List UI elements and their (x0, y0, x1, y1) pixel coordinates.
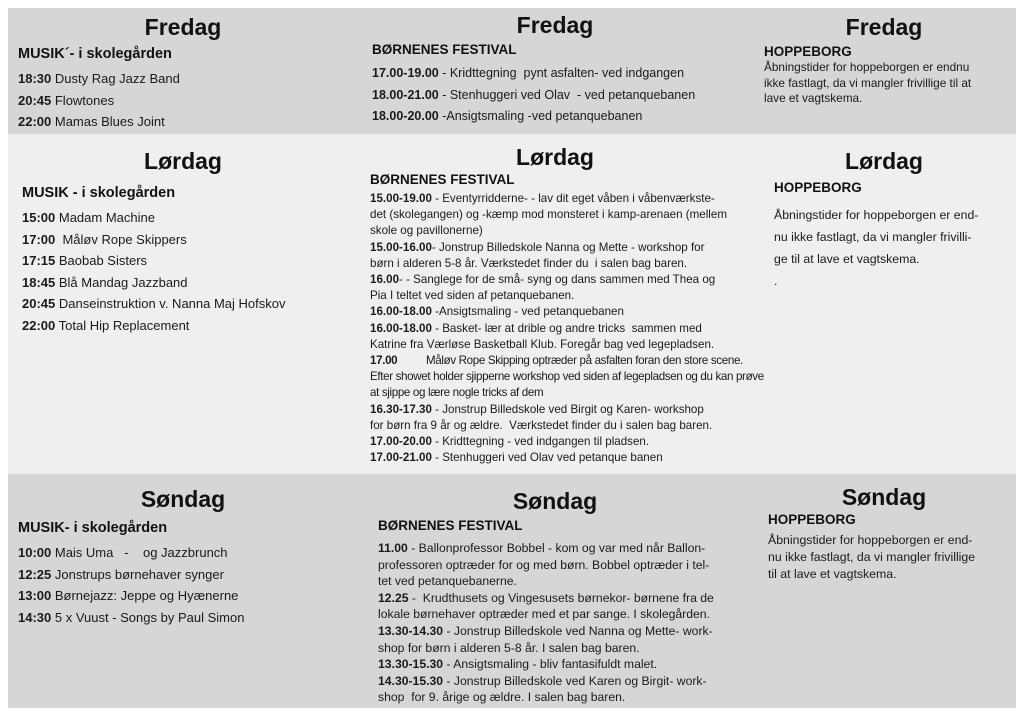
schedule-text: Måløv Rope Skipping optræder på asfalten foran den store scene. (397, 354, 743, 368)
program-page (8, 8, 1016, 708)
schedule-time: 17.00-21.00 (370, 451, 432, 465)
schedule-line (22, 207, 286, 229)
saturday-music-column (18, 134, 348, 474)
schedule-line (378, 689, 714, 706)
schedule-line (372, 63, 695, 85)
section-heading: BØRNENES FESTIVAL (370, 172, 515, 187)
schedule-line (18, 542, 244, 564)
sunday-band (8, 474, 1016, 708)
schedule-time: 12:25 (18, 566, 52, 582)
schedule-text: Madam Machine (55, 210, 155, 225)
info-line: ge til at lave et vagtskema. (774, 252, 920, 266)
day-title: Lørdag (516, 144, 594, 170)
schedule-text: - Stenhuggeri ved Olav ved petanque banen (431, 451, 663, 465)
schedule-text: - Stenhuggeri ved Olav - ved petanquebanen (438, 87, 696, 102)
schedule-text: børn i alderen 5-8 år. Værkstedet finder du i salen bag baren. (370, 256, 688, 270)
info-text (768, 532, 975, 582)
schedule-text: Katrine fra Værløse Basketball Klub. Foregår bag ved legepladsen. (370, 337, 715, 351)
schedule-text: - Kridttegning - ved indgangen til pladsen. (431, 435, 650, 449)
schedule-text: Flowtones (51, 92, 115, 108)
schedule-line (370, 369, 764, 385)
schedule-text: - Basket- lær at drible og andre tricks sammen med (431, 321, 702, 335)
schedule-list (22, 207, 286, 336)
schedule-line (378, 540, 714, 557)
info-line: ikke fastlagt, da vi mangler frivillige til at (764, 75, 972, 90)
section-heading: MUSIK - i skolegården (22, 185, 176, 201)
schedule-time: 16.00-18.00 (370, 305, 432, 319)
schedule-time: 20:45 (18, 92, 52, 108)
schedule-text: skole og pavillonerne) (370, 224, 483, 238)
schedule-line (370, 223, 764, 239)
schedule-line (370, 434, 764, 450)
schedule-line (378, 673, 714, 690)
schedule-text: Jonstrups børnehaver synger (51, 566, 224, 582)
schedule-time: 14:30 (18, 609, 52, 625)
section-heading: HOPPEBORG (774, 180, 862, 195)
schedule-text: professoren optræder for og med børn. Bobbel optræder i tel- (378, 557, 710, 572)
schedule-line (370, 256, 764, 272)
schedule-time: 13:00 (18, 588, 52, 603)
section-heading: BØRNENES FESTIVAL (378, 518, 523, 533)
saturday-hoppeborg-column (760, 134, 1008, 474)
schedule-text: 5 x Vuust - Songs by Paul Simon (51, 609, 245, 625)
schedule-time: 22:00 (22, 317, 56, 333)
schedule-time: 20:45 (22, 296, 56, 311)
schedule-text: Danseinstruktion v. Nanna Maj Hofskov (55, 296, 286, 311)
schedule-time: 18.00-20.00 (372, 109, 439, 123)
schedule-time: 17.00-20.00 (370, 435, 432, 449)
schedule-time: 18:30 (18, 71, 52, 86)
day-title: Fredag (144, 14, 222, 40)
schedule-text: Baobab Sisters (55, 253, 148, 268)
schedule-time: 16.30-17.30 (370, 402, 432, 416)
info-line: nu ikke fastlagt, da vi mangler frivilli- (774, 230, 972, 244)
schedule-text: - Jonstrup Billedskole ved Nanna og Mette- work- (443, 623, 713, 638)
schedule-time: 12.25 (378, 590, 409, 605)
schedule-text: Mamas Blues Joint (51, 114, 165, 129)
schedule-text: - Jonstrup Billedskole ved Birgit og Karen- workshop (431, 402, 704, 416)
sunday-kids-column (364, 474, 746, 708)
schedule-text: - Krudthusets og Vingesusets børnekor- børnene fra de (408, 590, 714, 605)
schedule-line (378, 590, 714, 607)
schedule-text: - Jonstrup Billedskole ved Karen og Birgit- work- (443, 673, 707, 688)
friday-band (8, 8, 1016, 134)
schedule-text: Mais Uma - og Jazzbrunch (51, 545, 228, 560)
sunday-hoppeborg-column (760, 474, 1008, 708)
schedule-line (370, 385, 764, 401)
day-title: Fredag (516, 12, 594, 38)
schedule-text: Blå Mandag Jazzband (55, 274, 188, 290)
schedule-text: Pia I teltet ved siden af petanquebanen. (370, 289, 575, 303)
schedule-line (370, 337, 764, 353)
schedule-time: 16.00-18.00 (370, 321, 432, 335)
schedule-time: 15.00-16.00 (370, 240, 432, 254)
schedule-time: 17:00 (22, 231, 56, 247)
info-line: Åbningstider for hoppeborgen er end- (774, 208, 979, 222)
info-line: Åbningstider for hoppeborgen er endnu (764, 60, 970, 74)
schedule-text: det (skolegangen) og -kæmp mod monsteret i kamp-arenaen (mellem (370, 208, 727, 222)
day-title: Søndag (841, 484, 927, 510)
schedule-text: - Jonstrup Billedskole Nanna og Mette - workshop for (431, 240, 705, 254)
schedule-line (370, 272, 764, 288)
schedule-line (370, 450, 764, 466)
schedule-line (370, 304, 764, 320)
schedule-text: - Kridttegning pynt asfalten- ved indgangen (438, 66, 685, 80)
day-title: Søndag (512, 488, 598, 514)
schedule-text: - Eventyrridderne- - lav dit eget våben i våbenværkste- (431, 192, 715, 205)
schedule-time: 18.00-21.00 (372, 87, 439, 102)
day-title: Lørdag (845, 148, 923, 174)
saturday-kids-column (364, 134, 764, 474)
schedule-time: 16.00 (370, 273, 400, 287)
schedule-text: -Ansigtsmaling -ved petanquebanen (438, 109, 643, 123)
schedule-line (378, 640, 714, 657)
schedule-list (372, 63, 695, 128)
schedule-list (370, 191, 764, 466)
section-heading: HOPPEBORG (768, 512, 856, 527)
section-heading: MUSIK- i skolegården (18, 520, 168, 536)
info-line: . (774, 274, 778, 288)
schedule-text: Total Hip Replacement (55, 317, 190, 333)
schedule-line (372, 106, 695, 128)
schedule-line (370, 402, 764, 418)
section-heading: BØRNENES FESTIVAL (372, 42, 517, 57)
schedule-time: 17:15 (22, 253, 56, 268)
schedule-line (370, 288, 764, 304)
schedule-line (22, 229, 286, 251)
schedule-text: Måløv Rope Skippers (55, 231, 187, 247)
schedule-line (378, 573, 714, 590)
day-title: Fredag (845, 14, 923, 40)
schedule-line (18, 68, 180, 90)
schedule-text: Efter showet holder sjipperne workshop ved siden af legepladsen og du kan prøve (370, 370, 764, 384)
section-heading: HOPPEBORG (764, 44, 852, 59)
schedule-text: -Ansigtsmaling - ved petanquebanen (431, 305, 624, 319)
schedule-line (370, 191, 764, 207)
schedule-line (370, 321, 764, 337)
info-line: lave et vagtskema. (764, 91, 863, 105)
schedule-text: shop for børn i alderen 5-8 år. I salen bag baren. (378, 640, 640, 655)
schedule-line (378, 557, 714, 574)
schedule-text: Børnejazz: Jeppe og Hyænerne (51, 588, 239, 603)
schedule-line (372, 85, 695, 107)
schedule-time: 18:45 (22, 274, 56, 290)
schedule-time: 13.30-15.30 (378, 657, 444, 672)
schedule-text: lokale børnehaver optræder med et par sange. I skolegården. (378, 607, 710, 622)
schedule-line (22, 315, 286, 337)
info-text (774, 204, 978, 292)
schedule-time: 10:00 (18, 545, 52, 560)
schedule-text: - Ansigtsmaling - bliv fantasifuldt malet. (443, 657, 658, 672)
schedule-text: tet ved petanquebanerne. (378, 574, 517, 589)
info-line: nu ikke fastlagt, da vi mangler frivillige (768, 549, 976, 564)
info-line: til at lave et vagtskema. (768, 566, 897, 581)
schedule-line (22, 293, 286, 315)
schedule-text: - - Sanglege for de små- syng og dans sammen med Thea og (399, 273, 716, 287)
schedule-line (22, 250, 286, 272)
schedule-time: 13.30-14.30 (378, 623, 444, 638)
friday-hoppeborg-column (760, 8, 1008, 134)
schedule-time: 17.00 (370, 354, 398, 368)
schedule-text: at sjippe og lære nogle tricks af dem (370, 386, 544, 400)
schedule-line (378, 656, 714, 673)
schedule-time: 15:00 (22, 210, 56, 225)
schedule-line (18, 564, 244, 586)
day-title: Lørdag (144, 148, 222, 174)
sunday-music-column (18, 474, 348, 708)
schedule-line (370, 418, 764, 434)
section-heading: MUSIK´- i skolegården (18, 46, 172, 62)
schedule-line (22, 272, 286, 294)
schedule-line (18, 90, 180, 112)
schedule-line (370, 353, 764, 369)
schedule-time: 14.30-15.30 (378, 673, 444, 688)
day-title: Søndag (140, 486, 226, 512)
schedule-line (18, 585, 244, 607)
info-text (764, 60, 971, 107)
schedule-text: shop for 9. årige og ældre. I salen bag baren. (378, 690, 626, 705)
schedule-text: for børn fra 9 år og ældre. Værkstedet finder du i salen bag baren. (370, 418, 713, 432)
schedule-text: Dusty Rag Jazz Band (51, 71, 180, 86)
schedule-line (378, 623, 714, 640)
friday-music-column (18, 8, 348, 134)
friday-kids-column (364, 8, 746, 134)
schedule-list (18, 68, 180, 133)
schedule-time: 17.00-19.00 (372, 66, 439, 80)
schedule-line (370, 207, 764, 223)
schedule-list (378, 540, 714, 706)
schedule-line (370, 240, 764, 256)
schedule-line (378, 606, 714, 623)
schedule-list (18, 542, 244, 628)
schedule-line (18, 111, 180, 133)
schedule-time: 22:00 (18, 114, 52, 129)
saturday-band (8, 134, 1016, 474)
schedule-line (18, 607, 244, 629)
schedule-time: 15.00-19.00 (370, 192, 432, 205)
schedule-text: - Ballonprofessor Bobbel - kom og var med når Ballon- (407, 541, 706, 555)
info-line: Åbningstider for hoppeborgen er end- (768, 533, 973, 547)
schedule-time: 11.00 (378, 541, 408, 555)
